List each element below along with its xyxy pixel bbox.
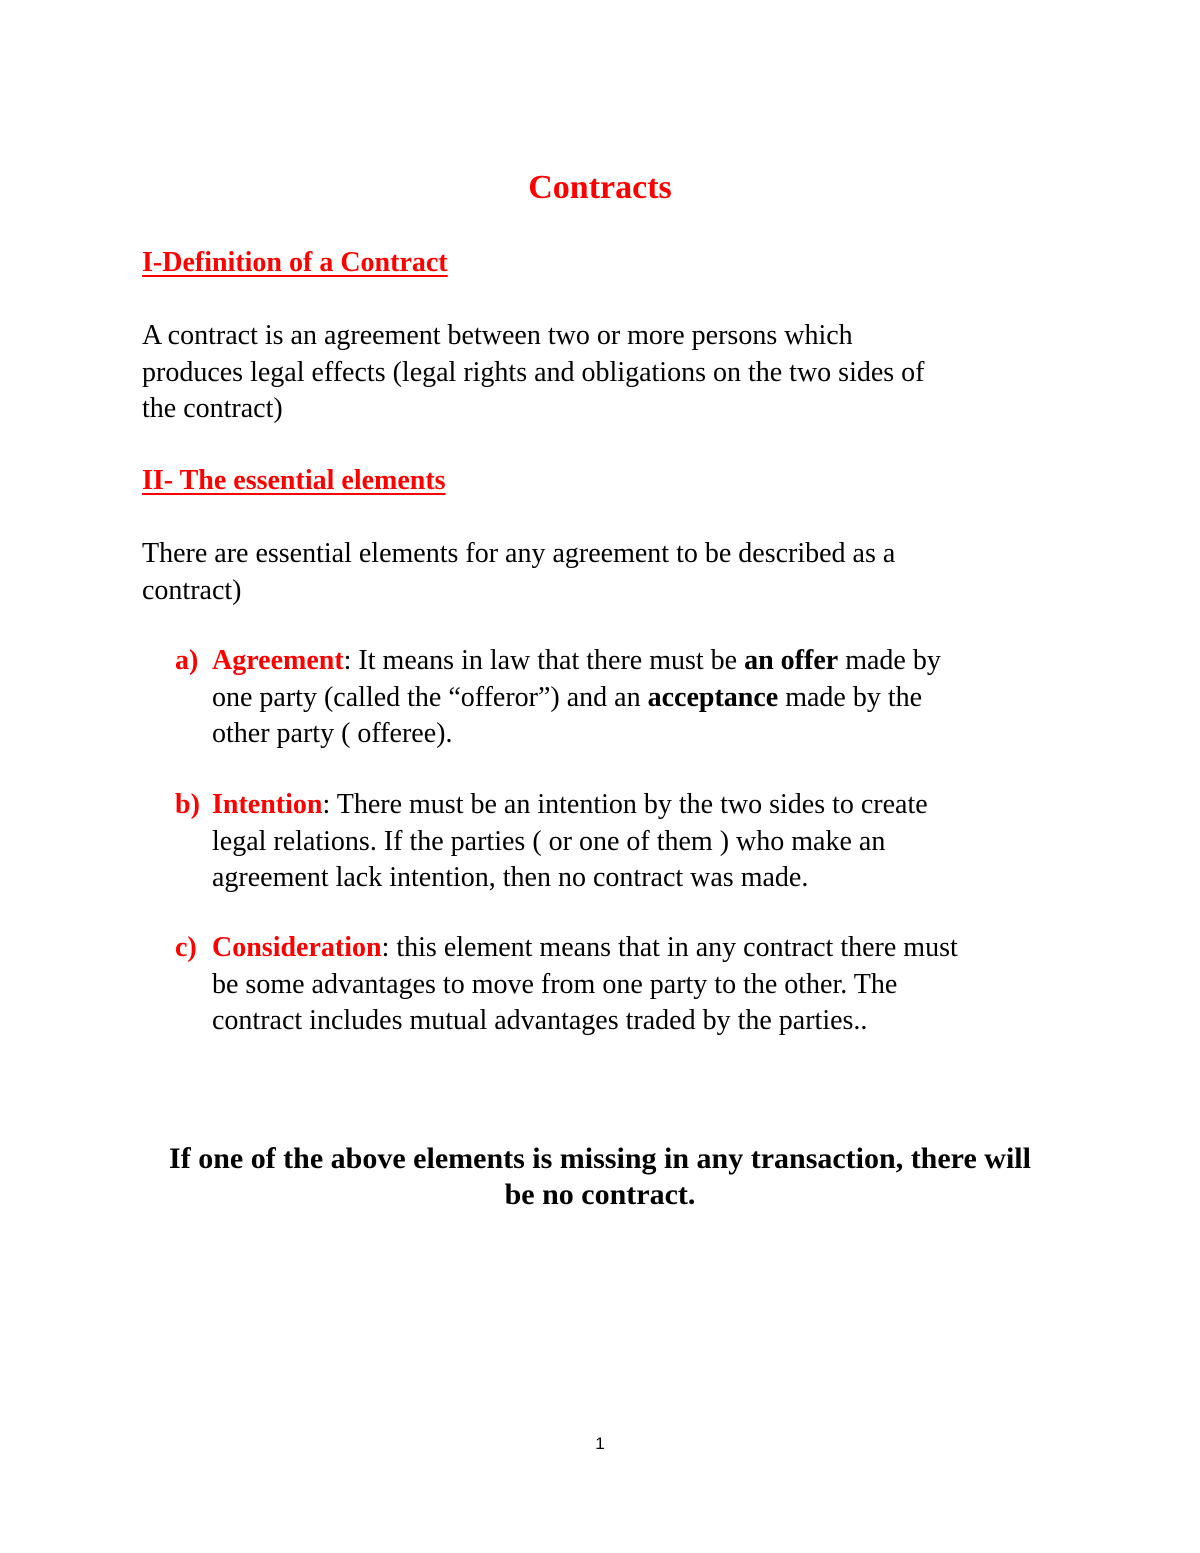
text-run: : It means in law that there must be — [343, 645, 745, 676]
paragraph-line: A contract is an agreement between two or more persons which — [142, 320, 853, 351]
emphasis-acceptance: acceptance — [647, 681, 779, 713]
text-run: : There must be an intention by the two sides to create — [322, 789, 928, 820]
list-marker: b) — [175, 789, 200, 820]
list-item-line — [212, 680, 1075, 717]
conclusion-line: be no contract. — [504, 1178, 696, 1211]
element-term: Intention — [212, 789, 323, 820]
conclusion-statement — [0, 1141, 1200, 1213]
list-item-line: be some advantages to move from one party to the other. The — [212, 968, 898, 1000]
text-run: one party (called the “offeror”) and an — [212, 681, 648, 713]
paragraph-line: There are essential elements for any agreement to be described as a — [142, 538, 896, 569]
list-item-line: legal relations. If the parties ( or one of them ) who make an — [212, 825, 886, 857]
section-heading-essential-elements: II- The essential elements — [142, 465, 446, 496]
list-item-consideration — [175, 930, 1075, 1040]
text-run: made by — [838, 645, 941, 676]
paragraph-line: produces legal effects (legal rights and obligations on the two sides of — [142, 356, 925, 388]
element-term: Consideration — [212, 932, 382, 963]
list-item-body — [212, 787, 1075, 897]
definition-paragraph — [142, 318, 1042, 428]
paragraph-line: contract) — [142, 574, 242, 606]
text-run: : this element means that in any contract there must — [381, 932, 958, 963]
list-item-line: contract includes mutual advantages traded by the parties.. — [212, 1005, 868, 1036]
emphasis-offer: an offer — [744, 645, 839, 676]
page-number: 1 — [595, 1434, 605, 1453]
text-run: made by the — [778, 681, 923, 713]
list-item-line: other party ( offeree). — [212, 718, 453, 749]
elements-intro-paragraph — [142, 536, 1042, 609]
document-title: Contracts — [528, 169, 672, 206]
paragraph-line: the contract) — [142, 393, 283, 424]
list-item-body — [212, 930, 1075, 1040]
list-item-intention — [175, 787, 1075, 897]
list-item-line — [212, 787, 1075, 824]
list-item-line — [212, 643, 1075, 680]
conclusion-line: If one of the above elements is missing in any transaction, there will — [169, 1142, 1031, 1175]
list-marker: a) — [175, 645, 199, 676]
element-term: Agreement — [212, 645, 344, 676]
list-item-agreement — [175, 643, 1075, 753]
list-item-body — [212, 643, 1075, 753]
section-heading-definition: I-Definition of a Contract — [142, 247, 448, 278]
list-item-line: agreement lack intention, then no contract was made. — [212, 862, 809, 893]
list-marker: c) — [175, 932, 197, 963]
list-item-line — [212, 930, 1075, 967]
